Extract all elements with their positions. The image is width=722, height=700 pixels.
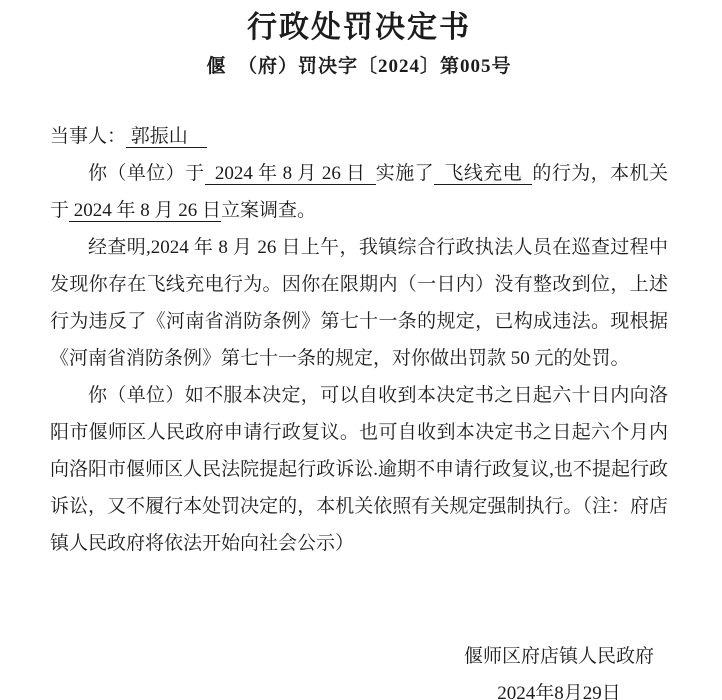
party-line (50, 118, 668, 155)
document-title: 行政处罚决定书 (247, 11, 471, 44)
issuing-authority: 偃师区府店镇人民政府 (463, 646, 654, 667)
party-label: 当事人： (50, 126, 127, 147)
violation-date-blank: 2024 年 8 月 26 日 (204, 163, 376, 184)
party-name-blank: 郭振山 (126, 126, 207, 147)
intro-text-4: 立案调查。 (221, 200, 317, 221)
intro-paragraph (50, 155, 668, 229)
issue-date: 2024年8月29日 (497, 683, 621, 700)
signature-block (464, 638, 654, 700)
intro-text-2: 实施了 (375, 163, 435, 184)
filing-date-blank: 2024 年 8 月 26 日 (69, 200, 222, 221)
violation-behavior-blank: 飞线充电 (434, 163, 533, 184)
appeal-rights-paragraph: 你（单位）如不服本决定，可以自收到本决定书之日起六十日内向洛阳市偃师区人民政府申请行政复议。也可自收到本决定书之日起六个月内向洛阳市偃师区人民法院提起行政诉讼.逾期不申请行政复议,也不提起行政诉讼，又不履行本处罚决定的，本机关依照有关规定强制执行。（注：府店镇人民政府将依法开始向社会公示） (50, 385, 668, 554)
intro-text-3: 的行为，本机关于 (50, 163, 668, 221)
document-number: 偃 （府）罚决字〔2024〕第005号 (206, 56, 512, 77)
document-body (50, 118, 668, 562)
findings-paragraph: 经查明,2024 年 8 月 26 日上午，我镇综合行政执法人员在巡查过程中发现你存在飞线充电行为。因你在限期内（一日内）没有整改到位，上述行为违反了《河南省消防条例》第七十一条的规定，已构成违法。现根据《河南省消防条例》第七十一条的规定，对你做出罚款 50 元的处罚。 (50, 237, 668, 369)
intro-text-1: 你（单位）于 (88, 163, 205, 184)
